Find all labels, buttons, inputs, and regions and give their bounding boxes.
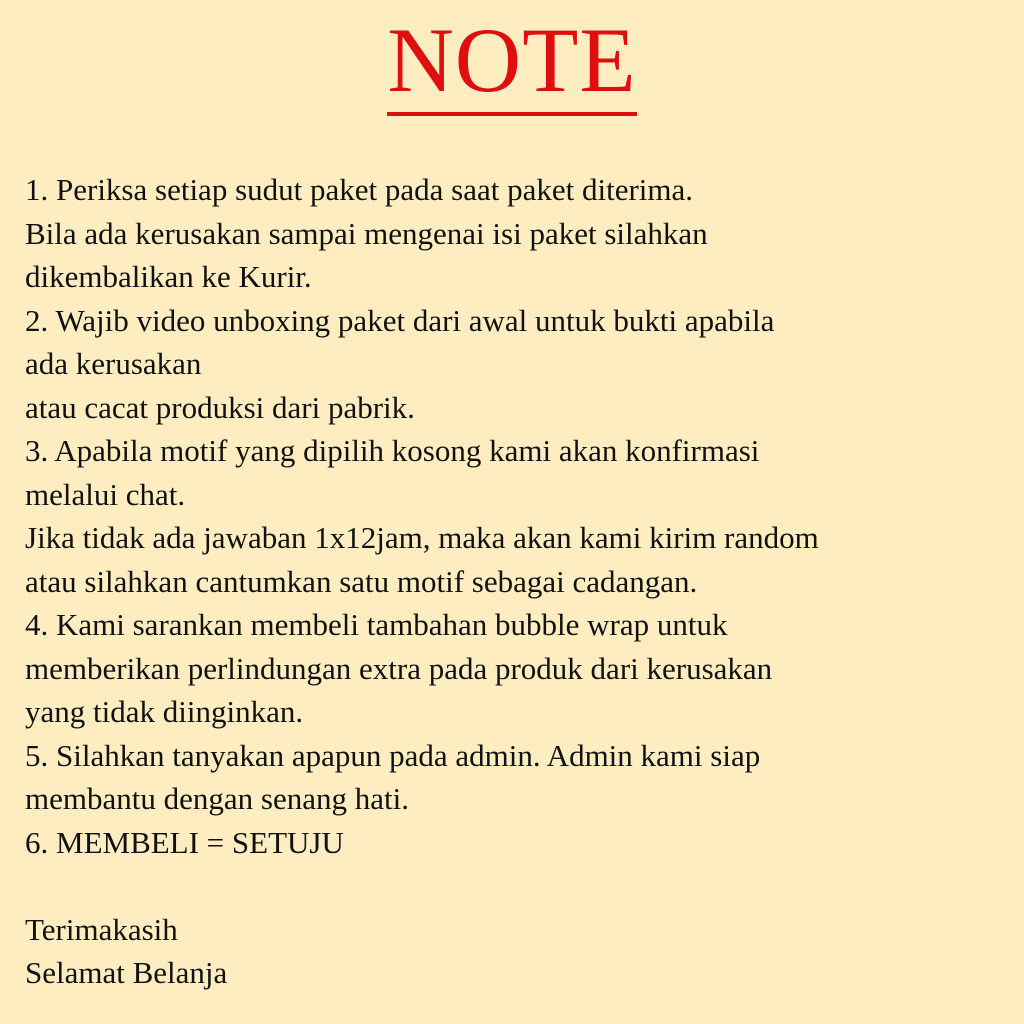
note-line: Jika tidak ada jawaban 1x12jam, maka akan kami kirim random — [25, 520, 819, 555]
closing-greeting: Selamat Belanja — [25, 955, 228, 990]
note-line: yang tidak diinginkan. — [25, 694, 304, 729]
note-line: 5. Silahkan tanyakan apapun pada admin. Admin kami siap — [25, 737, 761, 773]
note-line: Bila ada kerusakan sampai mengenai isi paket silahkan — [25, 215, 708, 251]
note-line: melalui chat. — [25, 476, 186, 512]
note-line: 1. Periksa setiap sudut paket pada saat paket diterima. — [25, 172, 694, 207]
note-line: 4. Kami sarankan membeli tambahan bubble wrap untuk — [25, 607, 728, 642]
note-title: NOTE — [387, 14, 636, 116]
note-line: atau cacat produksi dari pabrik. — [25, 389, 415, 425]
note-line: 6. MEMBELI = SETUJU — [25, 824, 344, 860]
note-heading — [0, 9, 1024, 116]
note-line: dikembalikan ke Kurir. — [25, 259, 312, 294]
note-line: 3. Apabila motif yang dipilih kosong kami akan konfirmasi — [25, 433, 760, 468]
note-line: 2. Wajib video unboxing paket dari awal untuk bukti apabila — [25, 302, 775, 338]
note-body — [25, 168, 1005, 995]
note-line: ada kerusakan — [25, 346, 202, 381]
note-line: membantu dengan senang hati. — [25, 781, 409, 816]
spacer — [25, 864, 1005, 908]
closing-thanks: Terimakasih — [25, 911, 178, 947]
note-line: memberikan perlindungan extra pada produk dari kerusakan — [25, 650, 773, 686]
note-line: atau silahkan cantumkan satu motif sebagai cadangan. — [25, 563, 698, 599]
